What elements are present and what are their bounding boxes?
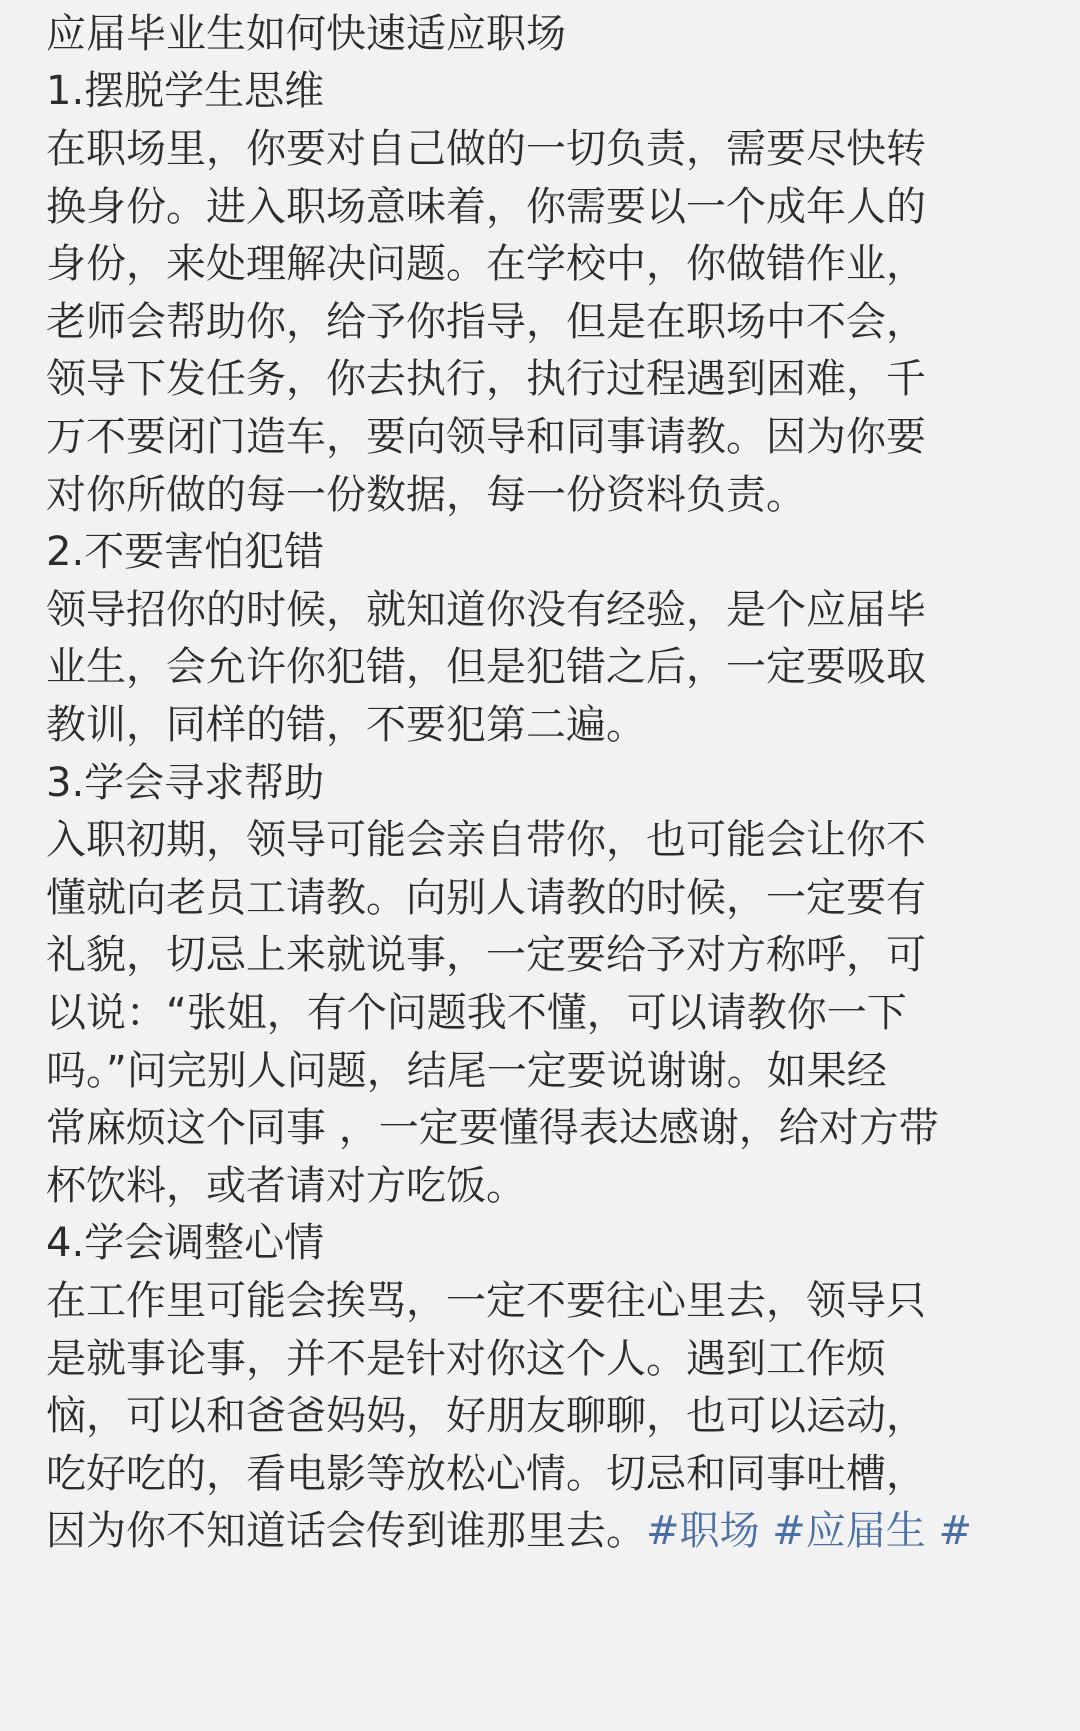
paragraph-line: 以说：“张姐，有个问题我不懂，可以请教你一下 <box>46 990 907 1036</box>
section-heading-3: 3.学会寻求帮助 <box>46 760 325 806</box>
hashtag-workplace[interactable]: #职场 <box>646 1508 760 1554</box>
paragraph-line: 吃好吃的，看电影等放松心情。切忌和同事吐槽， <box>46 1451 926 1497</box>
post-title: 应届毕业生如何快速适应职场 <box>46 11 566 57</box>
paragraph-line: 对你所做的每一份数据，每一份资料负责。 <box>46 472 806 518</box>
paragraph-line: 入职初期，领导可能会亲自带你，也可能会让你不 <box>46 817 926 863</box>
section-heading-1: 1.摆脱学生思维 <box>46 68 325 114</box>
hashtag-graduate[interactable]: #应届生 <box>772 1508 926 1554</box>
paragraph-line: 在职场里，你要对自己做的一切负责，需要尽快转 <box>46 126 926 172</box>
paragraph-line: 吗。”问完别人问题，结尾一定要说谢谢。如果经 <box>46 1048 887 1094</box>
paragraph-line: 身份，来处理解决问题。在学校中，你做错作业， <box>46 241 926 287</box>
paragraph-line: 领导招你的时候，就知道你没有经验，是个应届毕 <box>46 587 926 633</box>
paragraph-line: 是就事论事，并不是针对你这个人。遇到工作烦 <box>46 1336 886 1382</box>
paragraph-line: 换身份。进入职场意味着，你需要以一个成年人的 <box>46 184 926 230</box>
paragraph-line: 万不要闭门造车，要向领导和同事请教。因为你要 <box>46 414 926 460</box>
paragraph-last-line <box>46 1499 972 1563</box>
section-heading-4: 4.学会调整心情 <box>46 1220 325 1266</box>
paragraph-line: 教训，同样的错，不要犯第二遍。 <box>46 702 646 748</box>
paragraph-line: 业生，会允许你犯错，但是犯错之后，一定要吸取 <box>46 644 926 690</box>
section-heading-2: 2.不要害怕犯错 <box>46 529 325 575</box>
paragraph-line: 在工作里可能会挨骂，一定不要往心里去，领导只 <box>46 1278 926 1324</box>
paragraph-line: 恼，可以和爸爸妈妈，好朋友聊聊，也可以运动， <box>46 1393 926 1439</box>
hashtag-truncated[interactable]: # <box>938 1508 972 1554</box>
paragraph-line: 常麻烦这个同事 ，一定要懂得表达感谢，给对方带 <box>46 1105 939 1151</box>
paragraph-last-text: 因为你不知道话会传到谁那里去。 <box>46 1508 646 1554</box>
paragraph-line: 领导下发任务，你去执行，执行过程遇到困难，千 <box>46 356 926 402</box>
paragraph-line: 杯饮料，或者请对方吃饭。 <box>46 1163 526 1209</box>
paragraph-line: 老师会帮助你，给予你指导，但是在职场中不会， <box>46 299 926 345</box>
paragraph-line: 懂就向老员工请教。向别人请教的时候，一定要有 <box>46 875 926 921</box>
paragraph-line: 礼貌，切忌上来就说事，一定要给予对方称呼，可 <box>46 932 926 978</box>
